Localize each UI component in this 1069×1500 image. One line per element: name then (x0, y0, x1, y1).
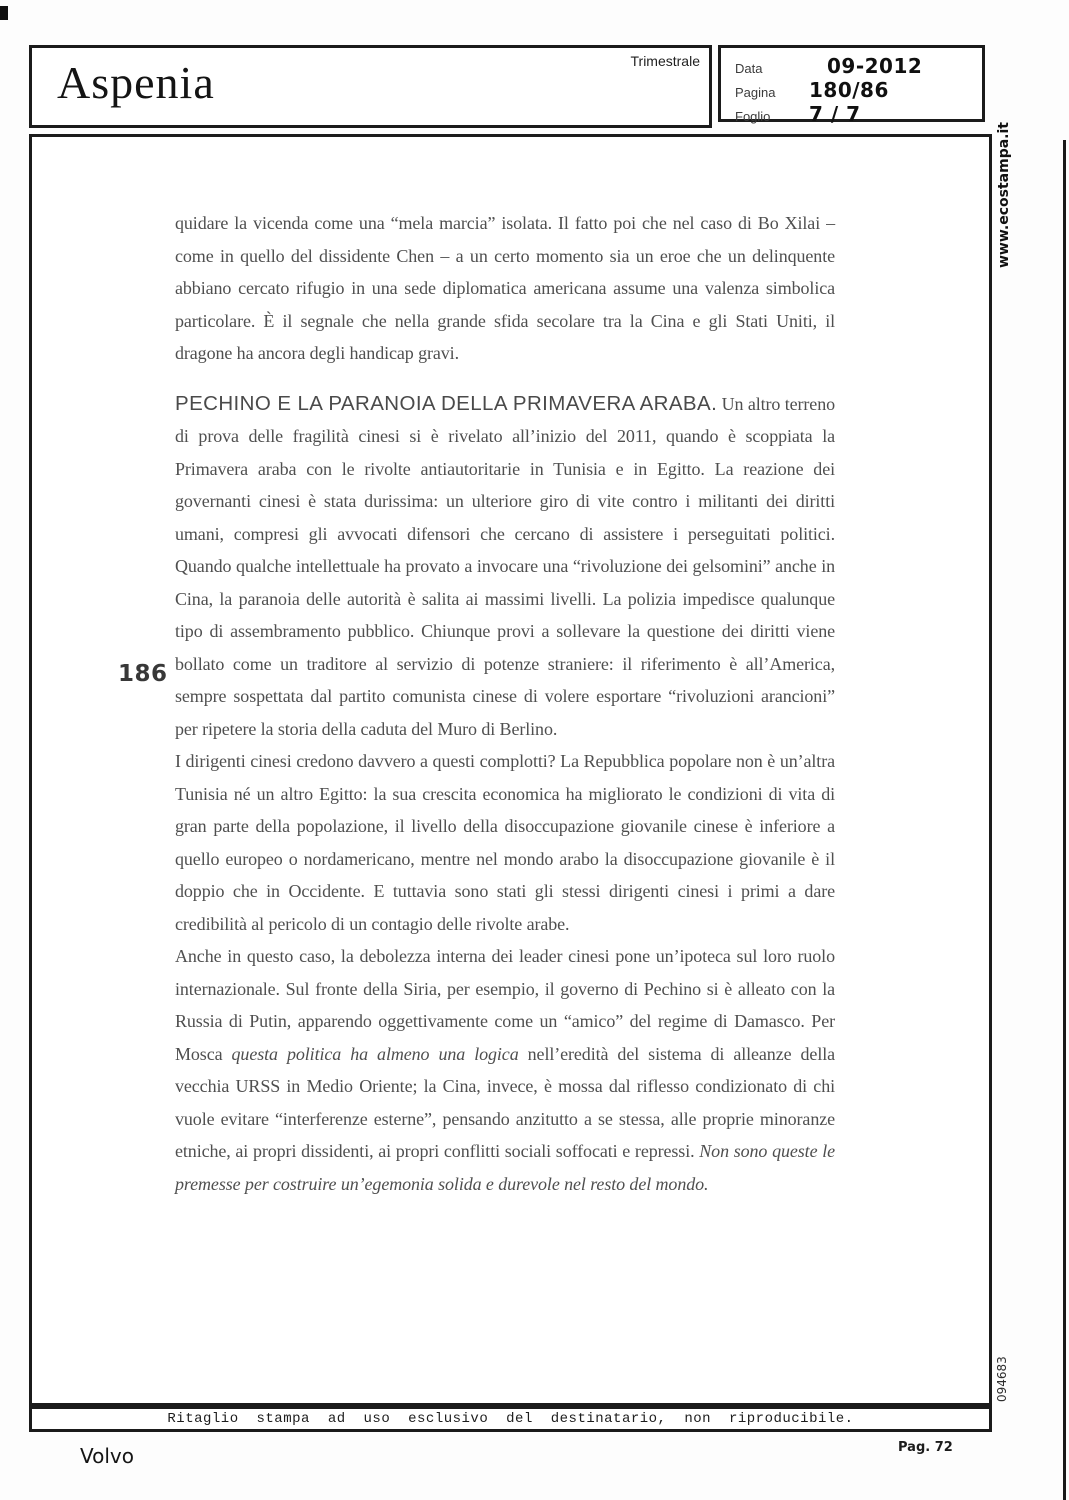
data-value: 09-2012 (827, 54, 923, 78)
paragraph-text: quidare la vicenda come una “mela marcia” isolata. Il fatto poi che nel caso di Bo Xilai – come in quello del dissidente Chen – a un certo momento sia un eroe che un delinquente abbiano cercato rifugio in una sede diplomatica americana assume una valenza simbolica particolare. È il segnale che nella grande sfida secolare tra la Cina e gli Stati Uniti, il dragone ha ancora degli handicap gravi. (175, 213, 835, 363)
meta-row-pagina (735, 78, 982, 102)
clipping-code: 094683 (995, 1356, 1009, 1402)
article-frame (29, 134, 992, 1406)
article-paragraph (175, 388, 835, 746)
scan-corner-artifact (0, 6, 8, 20)
meta-box (718, 45, 985, 126)
article-paragraph (175, 940, 835, 1200)
pagina-label: Pagina (735, 85, 776, 100)
article-paragraph (175, 745, 835, 940)
meta-row-foglio (735, 102, 982, 126)
paragraph-text: Anche in questo caso, la debolezza interna dei leader cinesi pone un’ipoteca sul loro ruolo internazionale. Sul fronte della Siria, per esempio, il governo di Pechino si è alleato con la Russia di Putin, apparendo oggettivamente come un “amico” del regime di Damasco. Per Mosca (175, 946, 835, 1064)
paragraph-text: I dirigenti cinesi credono davvero a questi complotti? La Repubblica popolare non è un’altra Tunisia né un altro Egitto: la sua crescita economica ha migliorato le condizioni di vita di gran parte della popolazione, il livello della disoccupazione giovanile cinese è inferiore a quello europeo o nordamericano, mentre nel mondo arabo la disoccupazione giovanile è il doppio che in Occidente. E tuttavia sono stati gli stessi dirigenti cinesi i primi a dare credibilità al pericolo di un contagio delle rivolte arabe. (175, 751, 835, 934)
paragraph-text: Un altro terreno di prova delle fragilità cinesi si è rivelato all’inizio del 2011, quando è scoppiata la Primavera araba con le rivolte antiautoritarie in Tunisia e in Egitto. La reazione dei governanti cinesi è stata durissima: un ulteriore giro di vite contro i militanti dei diritti umani, compresi gli avvocati difensori che cercano di assistere i perseguitati politici. Quando qualche intellettuale ha provato a invocare una “rivoluzione dei gelsomini” anche in Cina, la paranoia delle autorità è salita ai massimi livelli. La polizia impedisce qualunque tipo di assembramento pubblico. Chiunque provi a sollevare la questione dei diritti viene bollato come un traditore al servizio di potenze straniere: il riferimento è all’America, sempre sospettata dal partito comunista cinese di volere esportare “rivoluzioni arancioni” per ripetere la storia della caduta del Muro di Berlino. (175, 393, 835, 739)
article-body (175, 207, 835, 1200)
paragraph-text: questa politica ha almeno una logica (231, 1043, 519, 1064)
ecostampa-watermark: www.ecostampa.it (996, 122, 1012, 268)
data-label: Data (735, 61, 763, 76)
foglio-value: 7 / 7 (809, 102, 861, 126)
publication-logo: Aspenia (57, 57, 215, 108)
masthead-box (29, 45, 712, 128)
page-ref: Pag. 72 (898, 1440, 953, 1455)
foglio-label: Foglio (735, 109, 771, 124)
margin-page-number: 186 (118, 661, 168, 687)
footer-notice: Ritaglio stampa ad uso esclusivo del destinatario, non riproducibile. (29, 1406, 992, 1432)
advertiser-name: Volvo (80, 1444, 134, 1468)
meta-row-data (735, 54, 982, 78)
article-paragraph (175, 207, 835, 370)
frequency-label: Trimestrale (630, 53, 700, 69)
scan-edge-artifact (1063, 140, 1066, 1500)
pagina-value: 180/86 (809, 78, 889, 102)
section-heading: PECHINO E LA PARANOIA DELLA PRIMAVERA ARABA. (175, 391, 718, 415)
paragraph-text: Non sono queste le premesse per costruire un’egemonia solida e durevole nel resto del mondo. (175, 1141, 835, 1194)
paragraph-text: nell’eredità del sistema di alleanze della vecchia URSS in Medio Oriente; la Cina, invece, è mossa dal riflesso condizionato di chi vuole evitare “interferenze esterne”, pensando anzitutto a se stessa, alle proprie minoranze etniche, ai propri dissidenti, ai propri conflitti sociali soffocati e repressi. (175, 1043, 836, 1161)
